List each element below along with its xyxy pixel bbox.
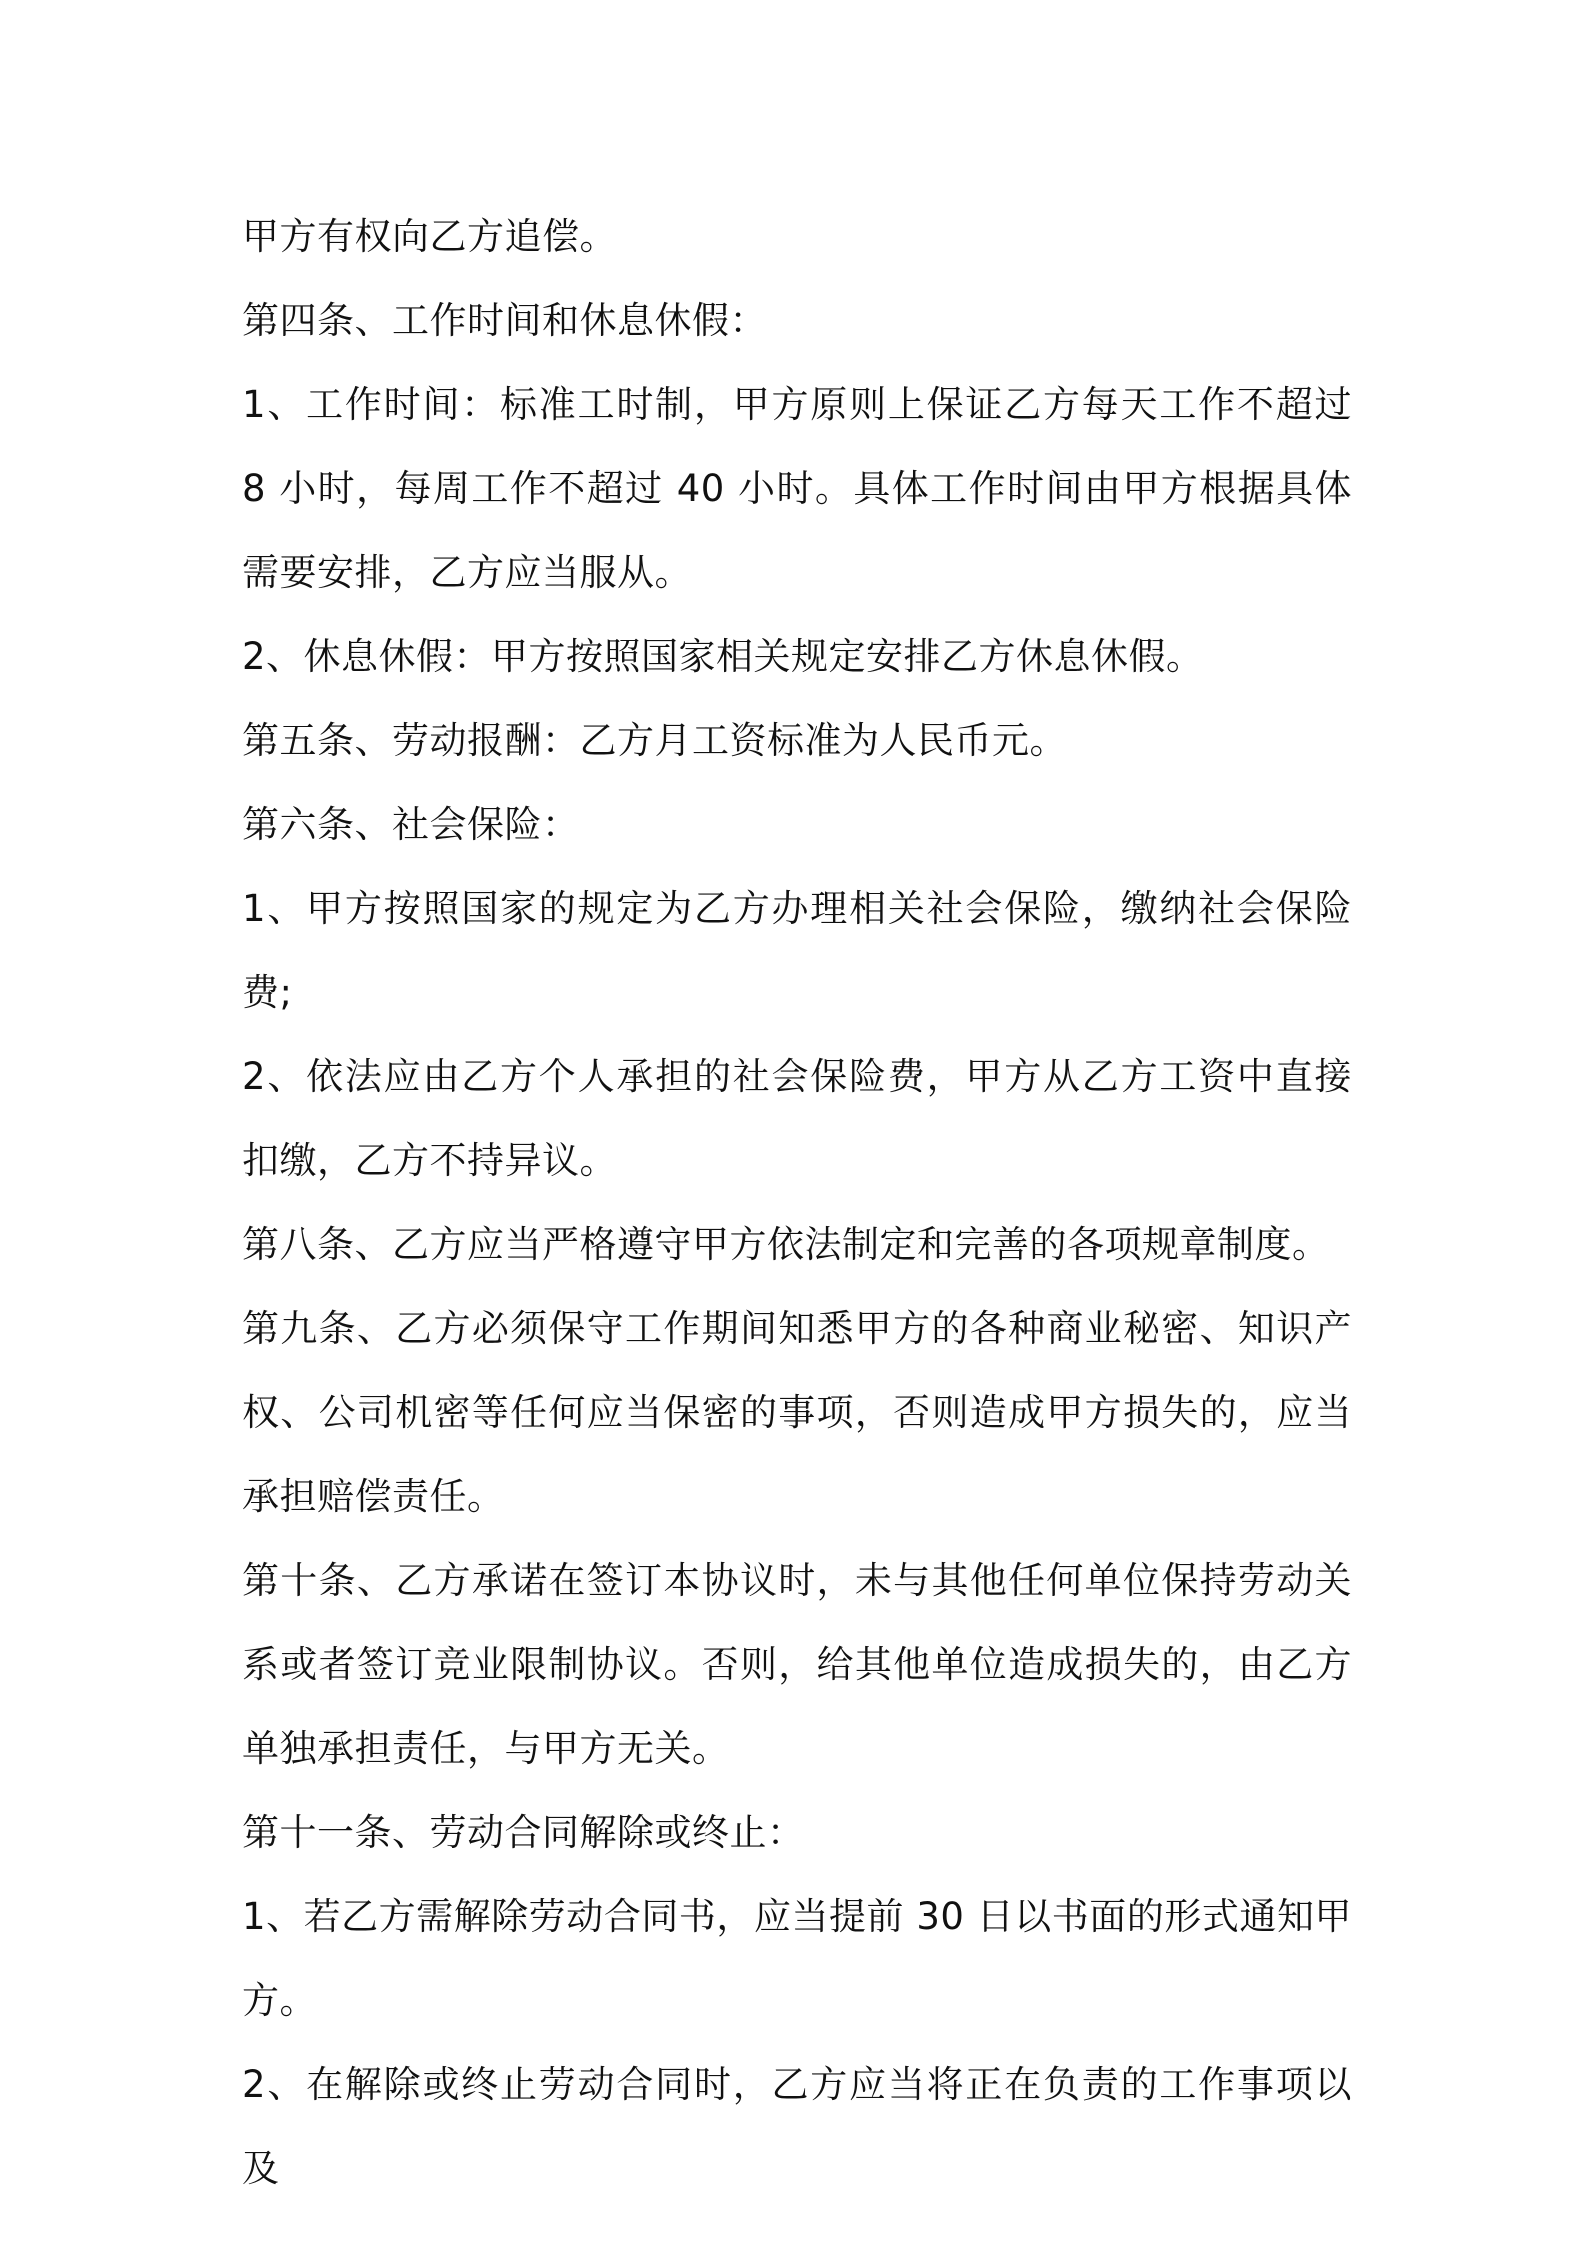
article-4-clause-2: 2、休息休假：甲方按照国家相关规定安排乙方休息休假。 bbox=[242, 635, 1204, 678]
article-4-clause-1: 1、工作时间：标准工时制，甲方原则上保证乙方每天工作不超过 8 小时，每周工作不超过 40 小时。具体工作时间由甲方根据具体需要安排，乙方应当服从。 bbox=[242, 383, 1352, 594]
article-5-remuneration: 第五条、劳动报酬：乙方月工资标准为人民币元。 bbox=[242, 719, 1067, 762]
article-11-clause-2: 2、在解除或终止劳动合同时，乙方应当将正在负责的工作事项以及 bbox=[242, 2063, 1352, 2190]
article-6-clause-2: 2、依法应由乙方个人承担的社会保险费，甲方从乙方工资中直接扣缴，乙方不持异议。 bbox=[242, 1055, 1352, 1182]
document-body bbox=[242, 195, 1352, 2211]
article-11-heading: 第十一条、劳动合同解除或终止： bbox=[242, 1811, 805, 1854]
article-8-rules: 第八条、乙方应当严格遵守甲方依法制定和完善的各项规章制度。 bbox=[242, 1223, 1330, 1266]
article-9-confidentiality: 第九条、乙方必须保守工作期间知悉甲方的各种商业秘密、知识产权、公司机密等任何应当保密的事项，否则造成甲方损失的，应当承担赔偿责任。 bbox=[242, 1307, 1352, 1518]
article-6-clause-1: 1、甲方按照国家的规定为乙方办理相关社会保险，缴纳社会保险费; bbox=[242, 887, 1352, 1014]
article-11-clause-1: 1、若乙方需解除劳动合同书，应当提前 30 日以书面的形式通知甲方。 bbox=[242, 1895, 1352, 2022]
article-4-heading: 第四条、工作时间和休息休假： bbox=[242, 299, 767, 342]
paragraph-compensation-continued: 甲方有权向乙方追偿。 bbox=[242, 215, 617, 258]
article-6-heading: 第六条、社会保险： bbox=[242, 803, 580, 846]
article-10-commitment: 第十条、乙方承诺在签订本协议时，未与其他任何单位保持劳动关系或者签订竞业限制协议。否则，给其他单位造成损失的，由乙方单独承担责任，与甲方无关。 bbox=[242, 1559, 1352, 1770]
